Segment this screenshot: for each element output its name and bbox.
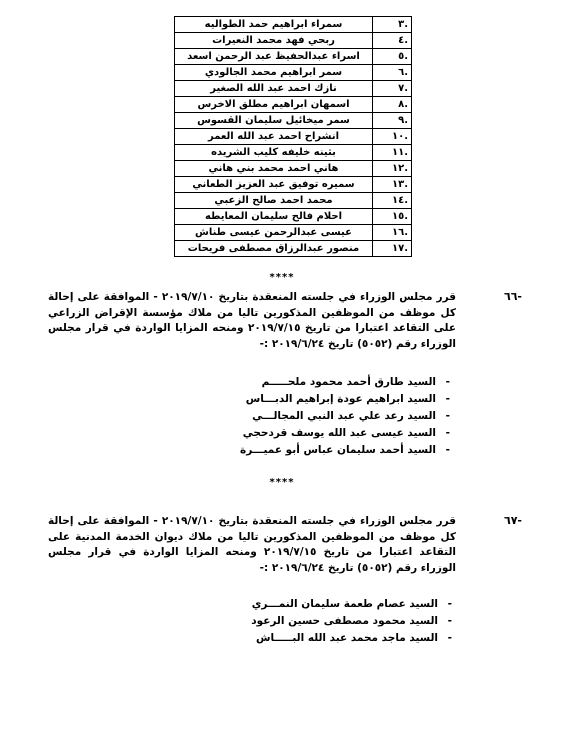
person-name: السيد ابراهيم عودة إبراهيم الدبـــاس bbox=[245, 393, 436, 405]
list-dash: - bbox=[445, 410, 450, 422]
list-item bbox=[150, 391, 450, 408]
row-name: سمر ابراهيم محمد الجالودي bbox=[175, 65, 373, 81]
list-item bbox=[150, 374, 450, 391]
table-row bbox=[175, 49, 412, 65]
retirees-list-67 bbox=[152, 596, 452, 647]
table-row bbox=[175, 81, 412, 97]
row-number: .١٥ bbox=[373, 209, 412, 225]
row-number: .١٠ bbox=[373, 129, 412, 145]
separator-stars: **** bbox=[269, 272, 295, 283]
row-number: .١١ bbox=[373, 145, 412, 161]
list-item bbox=[150, 425, 450, 442]
list-dash: - bbox=[445, 427, 450, 439]
row-number: .٣ bbox=[373, 17, 412, 33]
table-row bbox=[175, 177, 412, 193]
list-item bbox=[150, 442, 450, 459]
row-name: اسمهان ابراهيم مطلق الاخرس bbox=[175, 97, 373, 113]
person-name: السيد محمود مصطفى حسين الرعود bbox=[251, 615, 438, 627]
row-name: انشراح احمد عبد الله العمر bbox=[175, 129, 373, 145]
person-name: السيد أحمد سليمان عباس أبو عميـــرة bbox=[240, 444, 436, 456]
row-number: .٨ bbox=[373, 97, 412, 113]
row-name: هاني احمد محمد بني هاني bbox=[175, 161, 373, 177]
table-row bbox=[175, 113, 412, 129]
decision-text: قرر مجلس الوزراء في جلسته المنعقدة بتاريخ ٢٠١٩/٧/١٠ - الموافقة على إحالة كل موظف من الموظفين المذكورين تاليا من ملاك مؤسسة الإقراض الزراعي على التقاعد اعتبارا من تاريخ ٢٠١٩/٧/١٥ ومنحه المزايا الواردة في قرار مجلس الوزراء رقم (٥٠٥٢) تاريخ ٢٠١٩/٦/٢٤ :- bbox=[48, 291, 457, 350]
person-name: السيد ماجد محمد عبد الله البـــــاش bbox=[255, 632, 438, 644]
retirees-list-66 bbox=[150, 374, 450, 459]
table-row bbox=[175, 193, 412, 209]
table-row bbox=[175, 225, 412, 241]
row-name: احلام فالح سليمان المعايطه bbox=[175, 209, 373, 225]
decision-number: -٦٧ bbox=[503, 514, 522, 527]
list-dash: - bbox=[447, 598, 452, 610]
separator-stars: **** bbox=[269, 477, 295, 488]
row-name: منصور عبدالرزاق مصطفى فريحات bbox=[175, 241, 373, 257]
row-number: .١٣ bbox=[373, 177, 412, 193]
table-row bbox=[175, 97, 412, 113]
decision-67 bbox=[48, 514, 522, 576]
list-dash: - bbox=[447, 632, 452, 644]
list-dash: - bbox=[445, 444, 450, 456]
row-number: .١٧ bbox=[373, 241, 412, 257]
row-name: اسراء عبدالحفيظ عبد الرحمن اسعد bbox=[175, 49, 373, 65]
row-name: محمد احمد صالح الزعبي bbox=[175, 193, 373, 209]
person-name: السيد طارق أحمد محمود ملحـــــم bbox=[261, 376, 436, 388]
row-number: .٤ bbox=[373, 33, 412, 49]
row-name: سمر ميخائيل سليمان القسوس bbox=[175, 113, 373, 129]
decision-text: قرر مجلس الوزراء في جلسته المنعقدة بتاريخ ٢٠١٩/٧/١٠ - الموافقة على إحالة كل موظف من الموظفين المذكورين تاليا من ملاك ديوان الخدمة المدنية على التقاعد اعتبارا من تاريخ ٢٠١٩/٧/١٥ ومنحه المزايا الواردة في قرار مجلس الوزراء رقم (٥٠٥٢) تاريخ ٢٠١٩/٦/٢٤ :- bbox=[48, 515, 457, 574]
row-name: سميره توفيق عبد العزيز الطعاني bbox=[175, 177, 373, 193]
table-row bbox=[175, 17, 412, 33]
list-item bbox=[152, 596, 452, 613]
table-row bbox=[175, 241, 412, 257]
row-number: .١٦ bbox=[373, 225, 412, 241]
row-name: عيسى عبدالرحمن عيسى طناش bbox=[175, 225, 373, 241]
row-name: ربحي فهد محمد النعيرات bbox=[175, 33, 373, 49]
list-dash: - bbox=[445, 393, 450, 405]
row-number: .١٤ bbox=[373, 193, 412, 209]
row-number: .٧ bbox=[373, 81, 412, 97]
row-number: .٩ bbox=[373, 113, 412, 129]
list-item bbox=[152, 613, 452, 630]
row-number: .١٢ bbox=[373, 161, 412, 177]
names-table bbox=[174, 16, 412, 257]
person-name: السيد عصام طعمة سليمان النمـــري bbox=[251, 598, 438, 610]
table-row bbox=[175, 65, 412, 81]
row-name: بثينه خليفه كليب الشريده bbox=[175, 145, 373, 161]
table-row bbox=[175, 209, 412, 225]
row-number: .٥ bbox=[373, 49, 412, 65]
table-row bbox=[175, 161, 412, 177]
person-name: السيد عيسى عبد الله يوسف قردحجي bbox=[242, 427, 436, 439]
row-name: نازك احمد عبد الله الصغير bbox=[175, 81, 373, 97]
list-item bbox=[152, 630, 452, 647]
table-row bbox=[175, 33, 412, 49]
table-row bbox=[175, 129, 412, 145]
decision-number: -٦٦ bbox=[503, 290, 522, 303]
row-name: سمراء ابراهيم حمد الطواليه bbox=[175, 17, 373, 33]
table-row bbox=[175, 145, 412, 161]
list-dash: - bbox=[445, 376, 450, 388]
row-number: .٦ bbox=[373, 65, 412, 81]
list-item bbox=[150, 408, 450, 425]
decision-66 bbox=[48, 290, 522, 352]
list-dash: - bbox=[447, 615, 452, 627]
person-name: السيد رعد علي عبد النبي المجالـــي bbox=[252, 410, 436, 422]
